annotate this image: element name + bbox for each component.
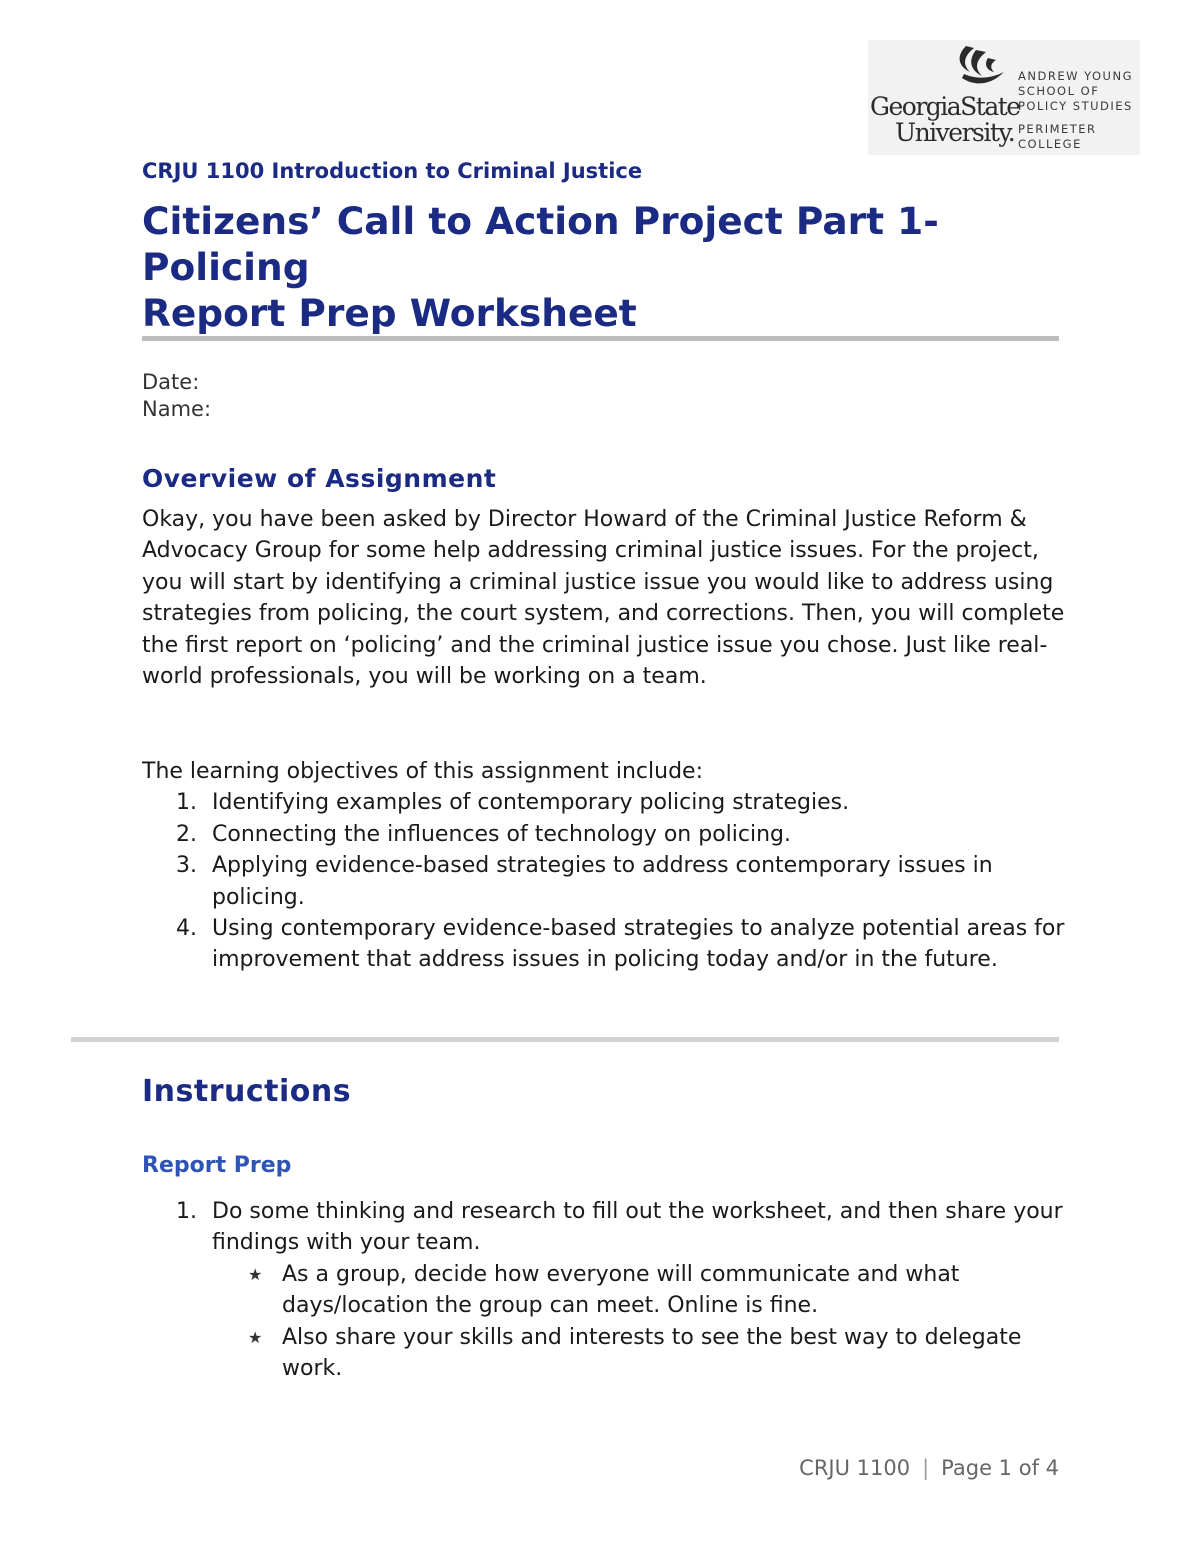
objectives-list [142, 787, 1072, 975]
overview-body: Okay, you have been asked by Director Howard of the Criminal Justice Reform & Advocacy Group for some help addressing criminal justice issues. For the project, you will start by identifying a criminal justice issue you would like to address using strategies from policing, the court system, and corrections. Then, you will complete the first report on ‘policing’ and the criminal justice issue you chose. Just like real-world professionals, you will be working on a team. [142, 507, 1065, 690]
list-item: 3. Applying evidence-based strategies to address contemporary issues in policing. [176, 853, 993, 910]
page-footer [799, 1456, 1059, 1480]
list-item: ★ Also share your skills and interests to see the best way to delegate work. [142, 1322, 1072, 1385]
star-icon: ★ [248, 1327, 263, 1347]
list-item: 1. Do some thinking and research to fill out the worksheet, and then share your findings with your team. [176, 1199, 1063, 1256]
date-label: Date: [142, 370, 200, 394]
logo-school-name: ANDREW YOUNG SCHOOL OF POLICY STUDIES [1018, 69, 1133, 113]
course-title: CRJU 1100 Introduction to Criminal Justice [142, 159, 643, 183]
flame-icon [948, 42, 1008, 92]
instructions-heading: Instructions [142, 1074, 352, 1109]
gsu-logo [868, 40, 1140, 155]
list-item: 4. Using contemporary evidence-based strategies to analyze potential areas for improvement that address issues in policing today and/or in the future. [176, 916, 1065, 973]
objectives-intro: The learning objectives of this assignment include: [142, 759, 703, 784]
report-prep-heading: Report Prep [142, 1153, 292, 1178]
logo-university-line1: GeorgiaState [870, 92, 1020, 121]
footer-separator: | [922, 1456, 930, 1480]
page-number: Page 1 of 4 [941, 1456, 1059, 1480]
footer-course: CRJU 1100 [799, 1456, 911, 1480]
list-item: 2. Connecting the influences of technology on policing. [176, 821, 792, 847]
section-divider [71, 1037, 1059, 1042]
overview-heading: Overview of Assignment [142, 464, 497, 493]
title-divider [142, 336, 1059, 341]
list-item: ★ As a group, decide how everyone will communicate and what days/location the group can meet. Online is fine. [142, 1259, 1072, 1322]
name-label: Name: [142, 397, 212, 421]
sub-bullets [142, 1259, 1072, 1385]
page-title: Citizens’ Call to Action Project Part 1- Policing Report Prep Worksheet [142, 199, 939, 335]
logo-college-name: PERIMETER COLLEGE [1018, 122, 1097, 151]
star-icon: ★ [248, 1264, 263, 1284]
list-item: 1. Identifying examples of contemporary policing strategies. [176, 790, 850, 816]
objectives-section [142, 756, 1072, 976]
logo-university-line2: University. [895, 118, 1015, 147]
instruction-steps [142, 1196, 1072, 1384]
